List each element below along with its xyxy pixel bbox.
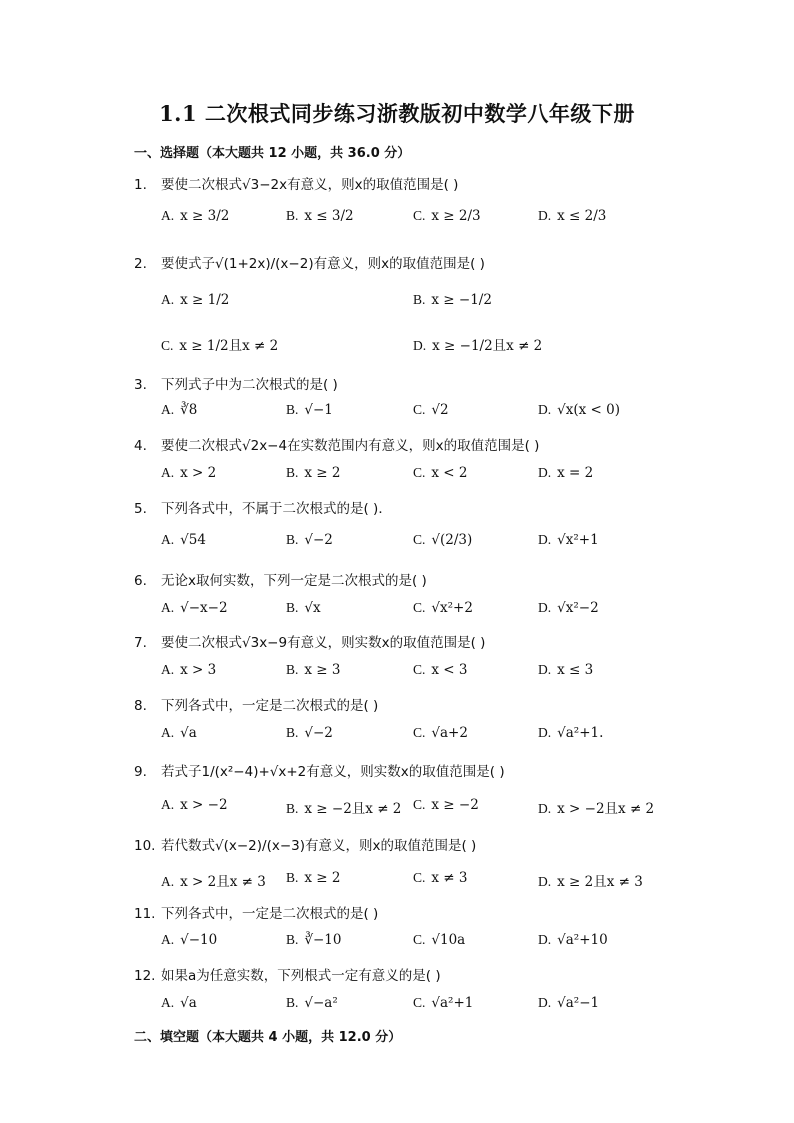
option-expression: x ≥ 2且x ≠ 3 [557, 874, 643, 890]
option-expression: x ≤ 3/2 [304, 208, 354, 224]
answer-option[interactable] [161, 662, 216, 678]
question-stem [134, 760, 694, 780]
question-text: 若式子1/(x²−4)+√x+2有意义，则实数x的取值范围是( ) [161, 764, 505, 780]
answer-option[interactable] [286, 870, 341, 886]
answer-option[interactable] [161, 208, 229, 224]
option-label: C. [413, 208, 426, 223]
option-label: C. [413, 932, 426, 947]
option-label: B. [286, 662, 299, 677]
page-title: 1.1 二次根式同步练习浙教版初中数学八年级下册 [159, 101, 635, 126]
option-expression: √−a² [304, 995, 338, 1011]
option-label: A. [161, 725, 175, 740]
option-label: D. [538, 932, 552, 947]
option-expression: √a+2 [431, 725, 468, 741]
question-text: 要使二次根式√2x−4在实数范围内有意义，则x的取值范围是( ) [161, 438, 540, 454]
answer-option[interactable] [413, 870, 468, 886]
option-label: C. [413, 662, 426, 677]
option-expression: x ≥ 1/2且x ≠ 2 [179, 338, 279, 354]
answer-option[interactable] [538, 995, 599, 1011]
option-expression: x ≥ 2 [304, 465, 341, 481]
question-stem [134, 569, 694, 589]
option-label: D. [538, 801, 552, 816]
answer-option[interactable] [538, 532, 599, 548]
option-label: B. [286, 465, 299, 480]
answer-option[interactable] [413, 725, 468, 741]
option-label: D. [538, 874, 552, 889]
question-stem [134, 834, 694, 854]
question-stem [134, 373, 694, 393]
option-expression: ∛−10 [304, 932, 342, 948]
answer-option[interactable] [286, 725, 333, 741]
option-expression: x = 2 [557, 465, 594, 481]
answer-option[interactable] [161, 402, 197, 418]
option-expression: √a²+1. [557, 725, 604, 741]
option-expression: √−2 [304, 532, 333, 548]
option-expression: x ≥ −2且x ≠ 2 [304, 801, 402, 817]
answer-option[interactable] [286, 932, 341, 948]
option-expression: √x²+2 [431, 600, 473, 616]
question-number: 1. [134, 177, 147, 193]
question-text: 下列各式中，一定是二次根式的是( ) [161, 698, 379, 714]
question-number: 5. [134, 501, 147, 517]
option-expression: x > 2 [180, 465, 217, 481]
option-label: D. [538, 532, 552, 547]
option-expression: √−1 [304, 402, 333, 418]
option-label: B. [286, 600, 299, 615]
option-expression: x < 3 [431, 662, 468, 678]
answer-option[interactable] [538, 600, 599, 616]
answer-option[interactable] [286, 465, 341, 481]
option-label: B. [286, 532, 299, 547]
option-expression: x ≠ 3 [431, 870, 468, 886]
option-expression: x > 3 [180, 662, 217, 678]
question-number: 12. [134, 968, 156, 984]
answer-option[interactable] [413, 797, 479, 813]
option-label: D. [413, 338, 427, 353]
option-expression: √a²−1 [557, 995, 600, 1011]
answer-option[interactable] [413, 402, 449, 418]
answer-option[interactable] [161, 532, 206, 548]
option-label: B. [286, 995, 299, 1010]
option-label: A. [161, 292, 175, 307]
option-expression: x ≤ 3 [557, 662, 594, 678]
answer-option[interactable] [286, 600, 321, 616]
question-stem [134, 173, 694, 193]
question-text: 要使二次根式√3x−9有意义，则实数x的取值范围是( ) [161, 635, 486, 651]
question-text: 如果a为任意实数，下列根式一定有意义的是( ) [161, 968, 441, 984]
answer-option[interactable] [286, 208, 354, 224]
option-expression: √2 [431, 402, 449, 418]
option-expression: √x [304, 600, 321, 616]
option-expression: √−10 [180, 932, 218, 948]
option-expression: x > 2且x ≠ 3 [180, 874, 266, 890]
question-number: 9. [134, 764, 147, 780]
answer-option[interactable] [286, 402, 333, 418]
answer-option[interactable] [538, 465, 593, 481]
question-text: 无论x取何实数，下列一定是二次根式的是( ) [161, 573, 427, 589]
section-heading-choice: 一、选择题（本大题共 12 小题，共 36.0 分） [134, 146, 411, 161]
question-text: 下列式子中为二次根式的是( ) [161, 377, 338, 393]
answer-option[interactable] [161, 995, 197, 1011]
question-number: 8. [134, 698, 147, 714]
option-label: C. [413, 465, 426, 480]
option-expression: x ≥ −1/2且x ≠ 2 [432, 338, 543, 354]
option-label: B. [286, 402, 299, 417]
answer-option[interactable] [161, 797, 228, 813]
question-number: 10. [134, 838, 156, 854]
option-expression: √a [180, 995, 197, 1011]
option-expression: √a [180, 725, 197, 741]
question-number: 6. [134, 573, 147, 589]
answer-option[interactable] [286, 995, 338, 1011]
option-expression: x ≤ 2/3 [557, 208, 607, 224]
option-expression: √a²+1 [431, 995, 474, 1011]
option-label: C. [413, 725, 426, 740]
option-expression: x ≥ −2 [431, 797, 479, 813]
option-label: A. [161, 662, 175, 677]
option-label: D. [538, 995, 552, 1010]
answer-option[interactable] [413, 600, 473, 616]
answer-option[interactable] [538, 208, 606, 224]
option-expression: √(2/3) [431, 532, 473, 548]
option-label: B. [286, 870, 299, 885]
option-expression: √−x−2 [180, 600, 228, 616]
answer-option[interactable] [286, 532, 333, 548]
option-expression: x ≥ 3 [304, 662, 341, 678]
option-label: C. [413, 532, 426, 547]
option-label: A. [161, 402, 175, 417]
answer-option[interactable] [286, 797, 401, 817]
answer-option[interactable] [161, 870, 266, 890]
option-label: A. [161, 208, 175, 223]
option-expression: √x²−2 [557, 600, 599, 616]
option-expression: √54 [180, 532, 206, 548]
answer-option[interactable] [538, 725, 603, 741]
option-expression: √x(x < 0) [557, 402, 620, 418]
answer-option[interactable] [161, 725, 197, 741]
option-expression: √x²+1 [557, 532, 599, 548]
option-label: A. [161, 932, 175, 947]
option-label: A. [161, 600, 175, 615]
option-label: D. [538, 402, 552, 417]
answer-option[interactable] [538, 932, 608, 948]
answer-option[interactable] [413, 334, 542, 354]
option-expression: x ≥ 2 [304, 870, 341, 886]
question-stem [134, 497, 694, 517]
question-stem [134, 252, 694, 272]
option-label: C. [413, 995, 426, 1010]
option-label: D. [538, 662, 552, 677]
answer-option[interactable] [161, 292, 229, 308]
answer-option[interactable] [413, 532, 472, 548]
answer-option[interactable] [538, 797, 654, 817]
option-label: B. [286, 932, 299, 947]
answer-option[interactable] [413, 932, 465, 948]
option-label: C. [413, 797, 426, 812]
question-number: 7. [134, 635, 147, 651]
question-stem [134, 694, 694, 714]
option-label: D. [538, 208, 552, 223]
answer-option[interactable] [161, 932, 217, 948]
answer-option[interactable] [413, 662, 468, 678]
option-expression: x > −2 [180, 797, 228, 813]
question-text: 下列各式中，一定是二次根式的是( ) [161, 906, 379, 922]
answer-option[interactable] [161, 465, 216, 481]
question-number: 2. [134, 256, 147, 272]
answer-option[interactable] [286, 662, 341, 678]
option-label: D. [538, 465, 552, 480]
answer-option[interactable] [538, 870, 643, 890]
question-stem [134, 631, 694, 651]
answer-option[interactable] [413, 995, 473, 1011]
option-label: C. [413, 600, 426, 615]
section-heading-fill: 二、填空题（本大题共 4 小题，共 12.0 分） [134, 1030, 402, 1045]
option-label: B. [286, 725, 299, 740]
option-label: D. [538, 600, 552, 615]
option-label: B. [286, 208, 299, 223]
answer-option[interactable] [161, 600, 228, 616]
question-number: 11. [134, 906, 156, 922]
option-expression: √−2 [304, 725, 333, 741]
option-expression: ∛8 [180, 402, 198, 418]
question-number: 4. [134, 438, 147, 454]
option-expression: x ≥ 3/2 [180, 208, 230, 224]
question-text: 要使二次根式√3−2x有意义，则x的取值范围是( ) [161, 177, 459, 193]
answer-option[interactable] [413, 465, 468, 481]
question-text: 若代数式√(x−2)/(x−3)有意义，则x的取值范围是( ) [161, 838, 477, 854]
option-expression: √a²+10 [557, 932, 608, 948]
question-stem [134, 964, 694, 984]
option-label: A. [161, 532, 175, 547]
question-text: 要使式子√(1+2x)/(x−2)有意义，则x的取值范围是( ) [161, 256, 485, 272]
question-stem [134, 902, 694, 922]
question-number: 3. [134, 377, 147, 393]
option-label: B. [286, 801, 299, 816]
answer-option[interactable] [413, 292, 492, 308]
option-label: A. [161, 995, 175, 1010]
option-expression: √10a [431, 932, 466, 948]
option-expression: x ≥ 2/3 [431, 208, 481, 224]
option-expression: x ≥ −1/2 [431, 292, 492, 308]
option-label: A. [161, 465, 175, 480]
option-label: A. [161, 797, 175, 812]
answer-option[interactable] [538, 662, 593, 678]
option-label: C. [413, 402, 426, 417]
question-text: 下列各式中，不属于二次根式的是( )． [161, 501, 392, 517]
option-label: B. [413, 292, 426, 307]
option-expression: x < 2 [431, 465, 468, 481]
option-label: A. [161, 874, 175, 889]
answer-option[interactable] [538, 402, 620, 418]
question-stem [134, 434, 694, 454]
option-label: C. [161, 338, 174, 353]
option-label: D. [538, 725, 552, 740]
option-expression: x > −2且x ≠ 2 [557, 801, 655, 817]
answer-option[interactable] [161, 334, 278, 354]
answer-option[interactable] [413, 208, 481, 224]
option-expression: x ≥ 1/2 [180, 292, 230, 308]
option-label: C. [413, 870, 426, 885]
